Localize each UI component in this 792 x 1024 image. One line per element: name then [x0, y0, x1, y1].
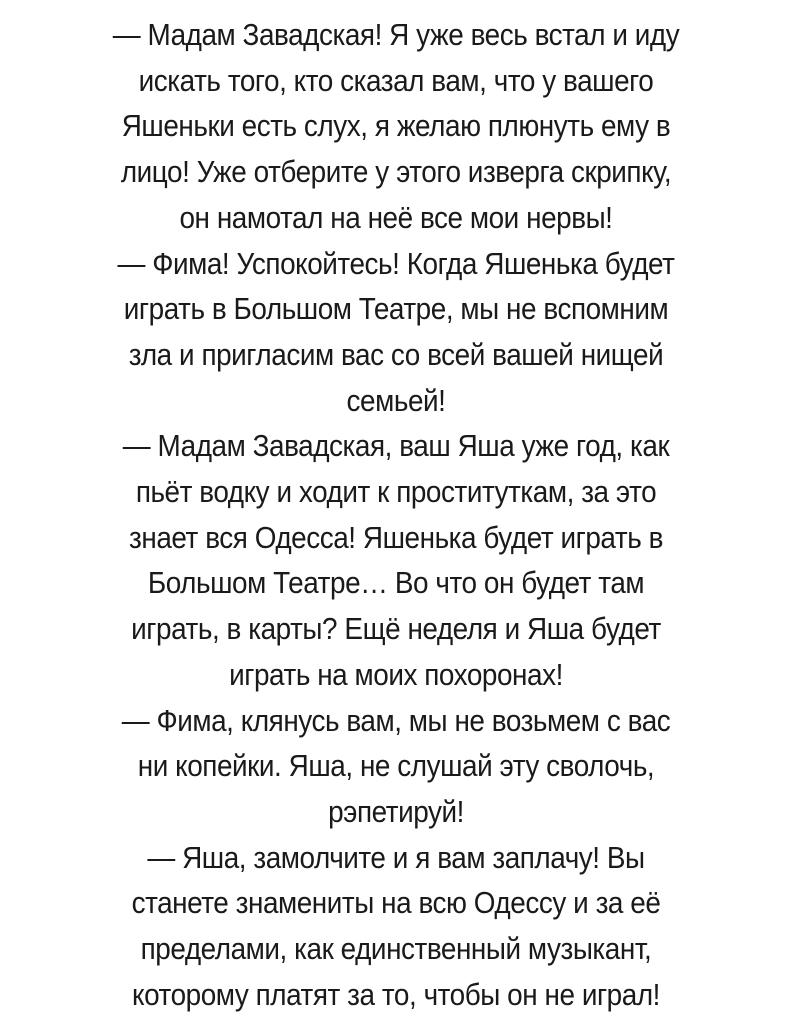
- text-line: которому платят за то, чтобы он не играл!: [132, 976, 660, 1012]
- text-line: ни копейки. Яша, не слушай эту сволочь,: [137, 748, 655, 784]
- text-line: Яшеньки есть слух, я желаю плюнуть ему в: [121, 108, 671, 144]
- text-line: искать того, кто сказал вам, что у вашего: [138, 62, 654, 98]
- text-line: играть на моих похоронах!: [229, 656, 563, 692]
- text-line: пределами, как единственный музыкант,: [140, 931, 652, 967]
- text-line: он намотал на неё все мои нервы!: [179, 199, 613, 235]
- text-line: рэпетируй!: [328, 793, 464, 829]
- text-line: играть, в карты? Ещё неделя и Яша будет: [131, 611, 661, 647]
- text-line: пьёт водку и ходит к проституткам, за это: [135, 474, 657, 510]
- text-line: — Фима, клянусь вам, мы не возьмем с вас: [121, 702, 671, 738]
- text-line: лицо! Уже отберите у этого изверга скрипку,: [120, 154, 672, 190]
- text-line: — Мадам Завадская! Я уже весь встал и иду: [112, 17, 680, 52]
- text-line: знает вся Одесса! Яшенька будет играть в: [129, 519, 663, 555]
- text-line: станете знамениты на всю Одессу и за её: [131, 885, 661, 921]
- text-line: — Мадам Завадская, ваш Яша уже год, как: [122, 428, 670, 464]
- text-line: — Яша, замолчите и я вам заплачу! Вы: [147, 839, 645, 875]
- text-line: семьей!: [346, 382, 446, 418]
- text-line: Большом Театре… Во что он будет там: [147, 565, 645, 601]
- text-line: — Фима! Успокойтесь! Когда Яшенька будет: [117, 245, 675, 281]
- text-line: зла и пригласим вас со всей вашей нищей: [128, 336, 664, 372]
- text-line: играть в Большом Театре, мы не вспомним: [123, 291, 669, 327]
